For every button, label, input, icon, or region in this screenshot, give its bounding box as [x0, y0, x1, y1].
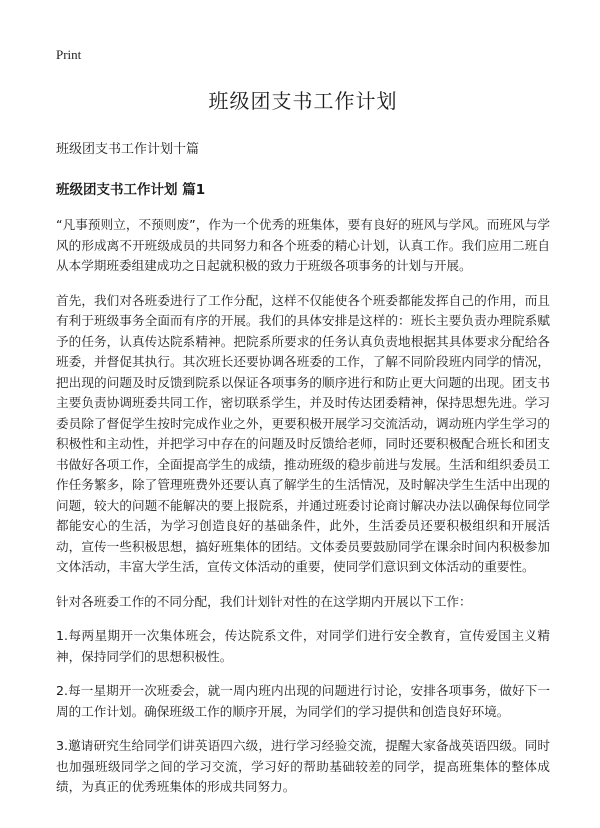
paragraph-item-2: 2.每一星期开一次班委会，就一周内班内出现的问题进行讨论，安排各项事务，做好下一周的工作计划。确保班级工作的顺序开展，为同学们的学习提供和创造良好环境。 [56, 683, 550, 719]
paragraph-item-3: 3.邀请研究生给同学们讲英语四六级，进行学习经验交流，提醒大家备战英语四级。同时也加强班级同学之间的学习交流，学习好的帮助基础较差的同学，提高班集体的整体成绩，为真正的优秀班集体的形成共同努力。 [56, 738, 550, 794]
paragraph-intro: “凡事预则立，不预则废”，作为一个优秀的班集体，要有良好的班风与学风。而班风与学风的形成离不开班级成员的共同努力和各个班委的精心计划，认真工作。我们应用二班自从本学期班委组建成功之日起就积极的致力于班级各项事务的计划与开展。 [56, 217, 550, 273]
section-heading: 班级团支书工作计划 篇1 [56, 182, 206, 198]
paragraph-duties: 首先，我们对各班委进行了工作分配，这样不仅能使各个班委都能发挥自己的作用，而且有利于班级事务全面而有序的开展。我们的具体安排是这样的：班长主要负责办理院系赋予的任务，认真传达院系精神。把院系所要求的任务认真负责地根据其具体要求分配给各班委，并督促其执行。其次班长还要协调各班委的工作，了解不同阶段班内同学的情况，把出现的问题及时反馈到院系以保证各项事务的顺序进行和防止更大问题的出现。团支书主要负责协调班委共同工作，密切联系学生，并及时传达团委精神，保持思想先进。学习委员除了督促学生按时完成作业之外，更要积极开展学习交流活动，调动班内学生学习的积极性和主动性，并把学习中存在的问题及时反馈给老师，同时还要积极配合班长和团支书做好各项工作，全面提高学生的成绩，推动班级的稳步前进与发展。生活和组织委员工作任务繁多，除了管理班费外还要认真了解学生的生活情况，及时解决学生生活中出现的问题，较大的问题不能解决的要上报院系，并通过班委讨论商讨解决办法以确保每位同学都能安心的生活，为学习创造良好的基础条件，此外，生活委员还要积极组织和开展活动，宣传一些积极思想，搞好班集体的团结。文体委员要鼓励同学在课余时间内积极参加文体活动，丰富大学生活，宣传文体活动的重要，使同学们意识到文体活动的重要性。 [56, 292, 550, 574]
document-subtitle: 班级团支书工作计划十篇 [56, 142, 200, 157]
document-title: 班级团支书工作计划 [208, 89, 398, 113]
paragraph-plan-intro: 针对各班委工作的不同分配，我们计划针对性的在这学期内开展以下工作： [56, 593, 472, 609]
print-link[interactable]: Print [56, 47, 82, 62]
paragraph-item-1: 1.每两星期开一次集体班会，传达院系文件，对同学们进行安全教育，宣传爱国主义精神，保持同学们的思想积极性。 [56, 628, 550, 664]
